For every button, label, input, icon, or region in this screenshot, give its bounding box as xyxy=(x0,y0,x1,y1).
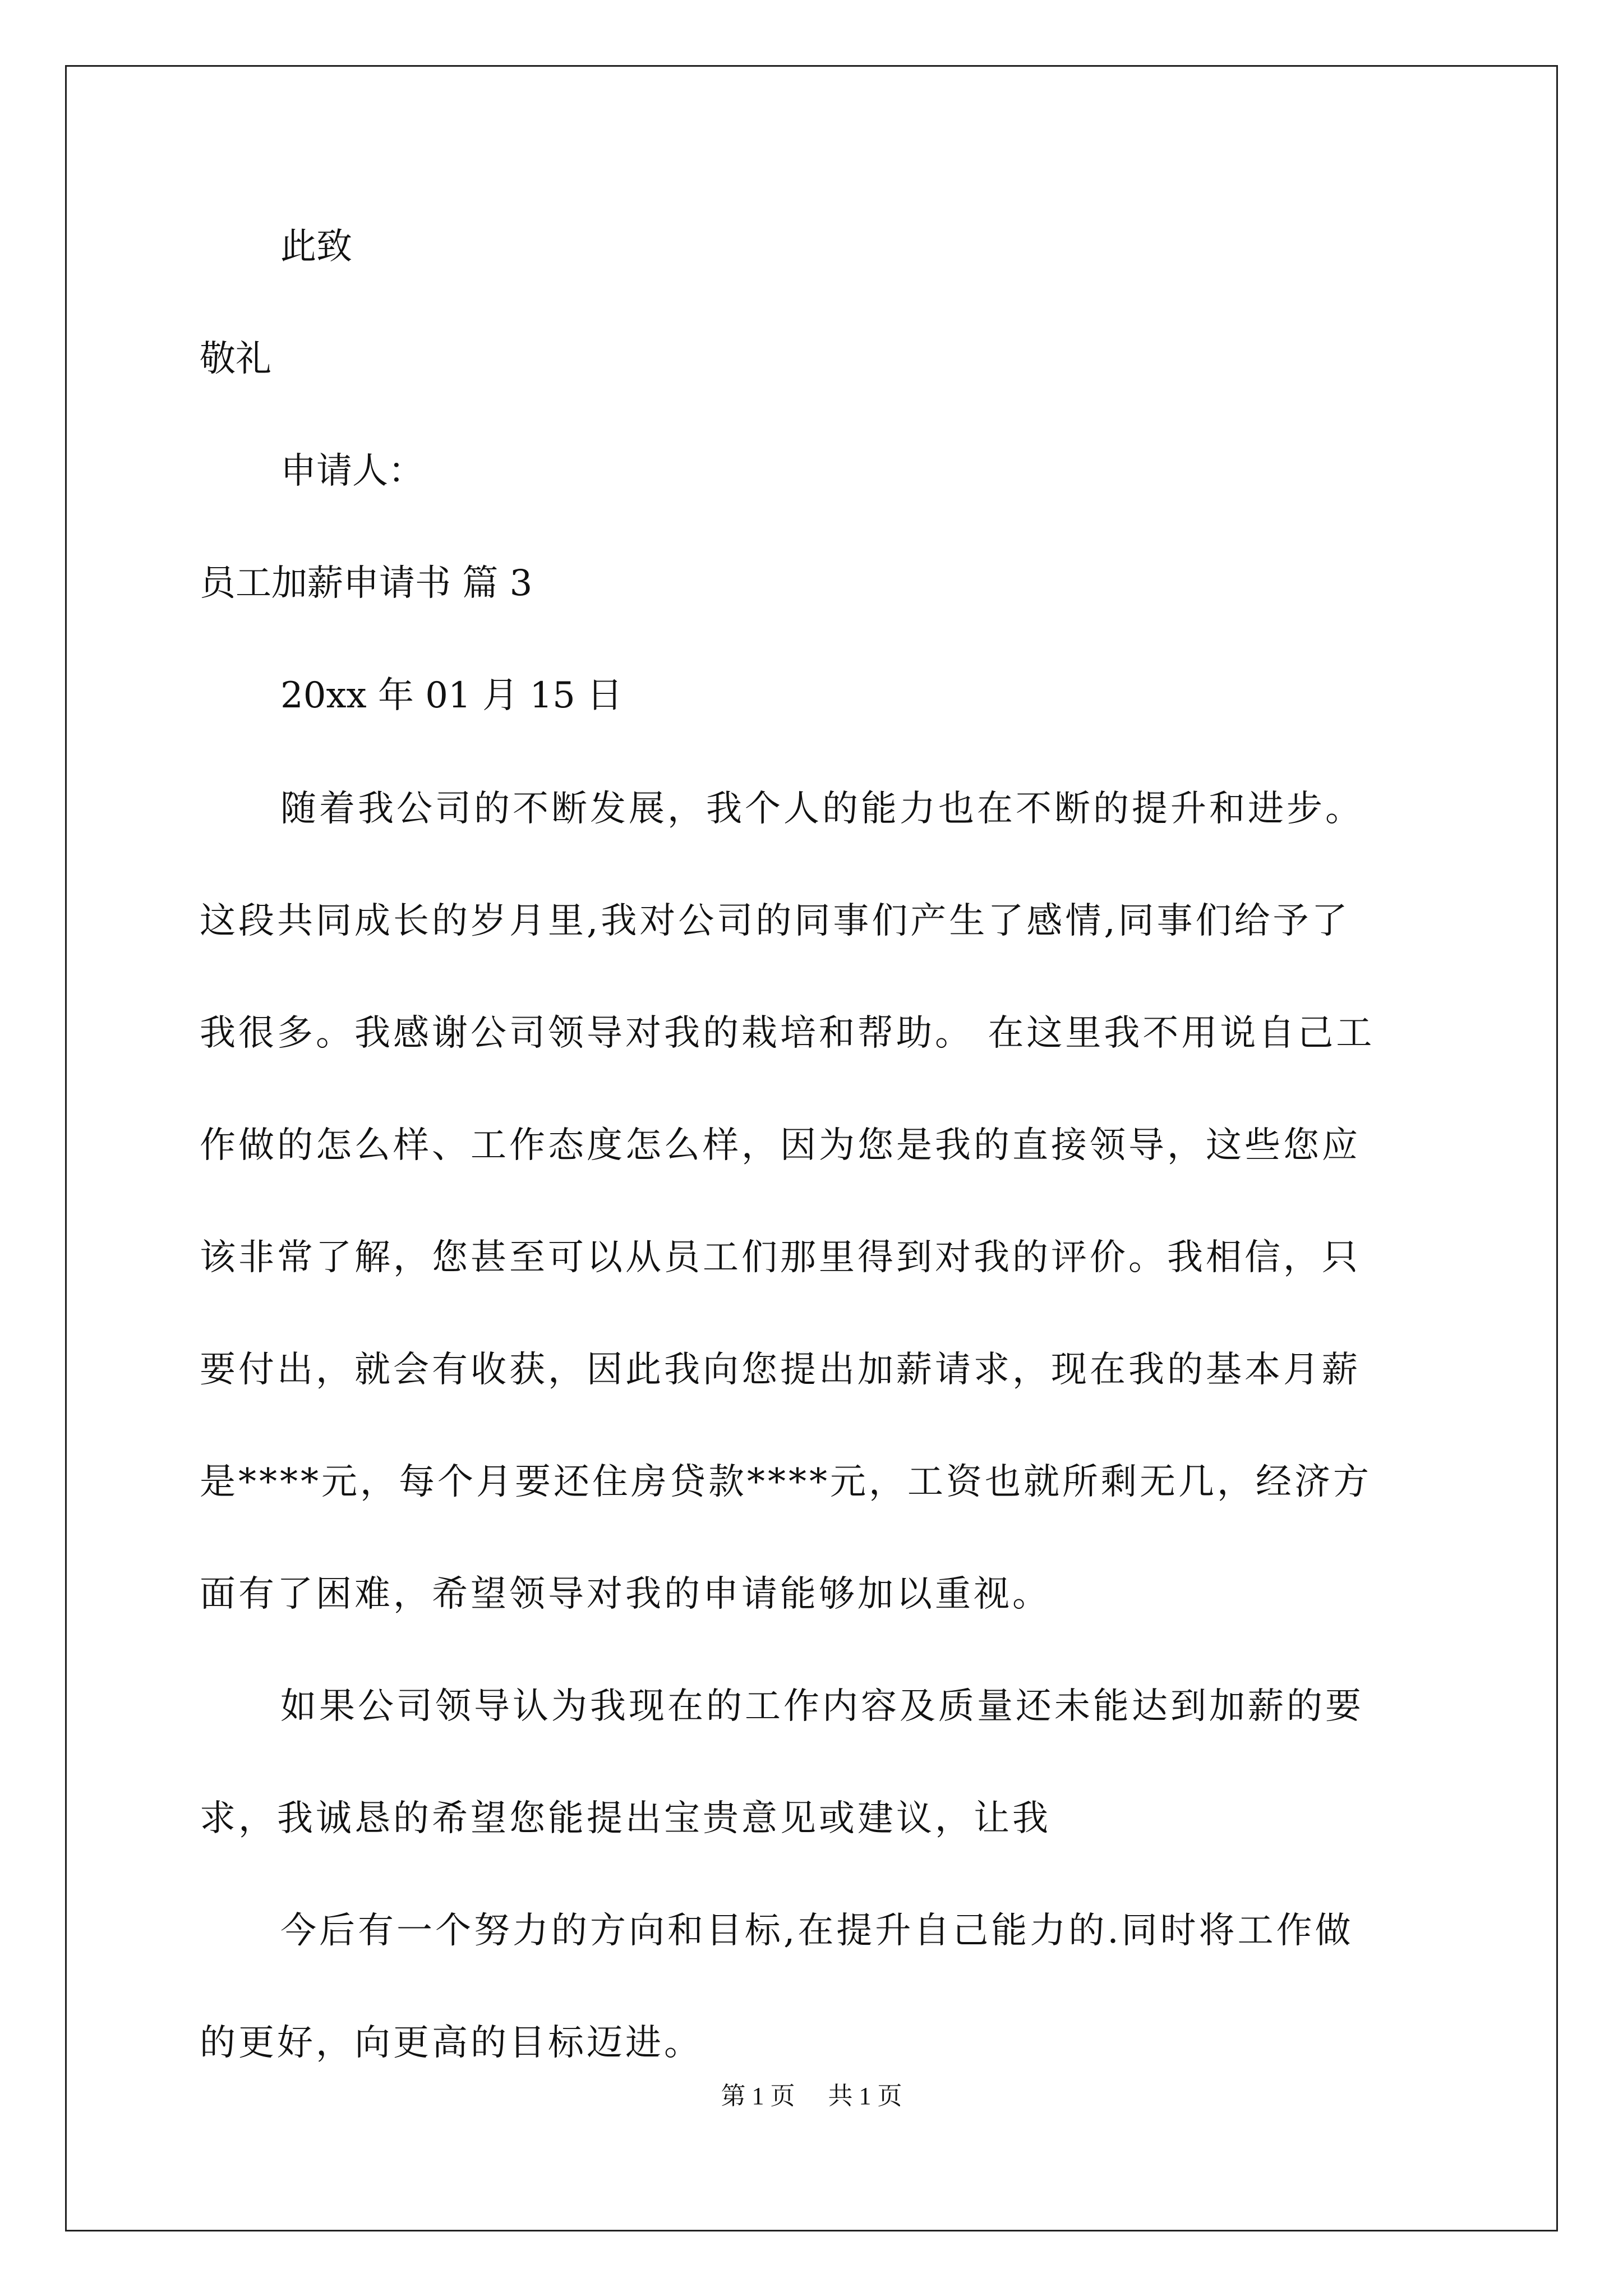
page-number-current: 第 1 页 xyxy=(721,2082,795,2110)
paragraph-3-line: 的更好，向更高的目标迈进。 xyxy=(200,2022,703,2064)
paragraph-1-line: 是****元，每个月要还住房贷款****元，工资也就所剩无几，经济方 xyxy=(200,1461,1372,1503)
paragraph-1-line: 这段共同成长的岁月里,我对公司的同事们产生了感情,同事们给予了 xyxy=(200,900,1350,942)
page-footer xyxy=(0,2076,1623,2111)
paragraph-1-line: 该非常了解，您甚至可以从员工们那里得到对我的评价。我相信，只 xyxy=(200,1237,1361,1278)
paragraph-2-line: 如果公司领导认为我现在的工作内容及质量还未能达到加薪的要 xyxy=(280,1686,1364,1727)
paragraph-1-line: 随着我公司的不断发展，我个人的能力也在不断的提升和进步。 xyxy=(280,788,1364,830)
paragraph-1-line: 要付出，就会有收获，因此我向您提出加薪请求，现在我的基本月薪 xyxy=(200,1349,1361,1391)
paragraph-3-line: 今后有一个努力的方向和目标,在提升自己能力的.同时将工作做 xyxy=(280,1910,1354,1952)
applicant-label: 申请人： xyxy=(280,450,424,492)
paragraph-1-line: 面有了困难，希望领导对我的申请能够加以重视。 xyxy=(200,1573,1051,1615)
paragraph-2 xyxy=(200,1650,1433,1875)
paragraph-2-line: 求，我诚恳的希望您能提出宝贵意见或建议，让我 xyxy=(200,1798,1051,1839)
closing-salutation: 此致 xyxy=(280,226,352,268)
paragraph-1 xyxy=(200,753,1433,1650)
paragraph-3 xyxy=(200,1875,1433,2099)
paragraph-1-line: 我很多。我感谢公司领导对我的栽培和帮助。 在这里我不用说自己工 xyxy=(200,1013,1375,1054)
page-number-total: 共 1 页 xyxy=(828,2082,902,2110)
section-title: 员工加薪申请书 篇 3 xyxy=(200,563,533,604)
closing-regards: 敬礼 xyxy=(200,338,271,380)
date-line: 20xx 年 01 月 15 日 xyxy=(280,675,623,716)
paragraph-1-line: 作做的怎么样、工作态度怎么样，因为您是我的直接领导，这些您应 xyxy=(200,1125,1361,1166)
